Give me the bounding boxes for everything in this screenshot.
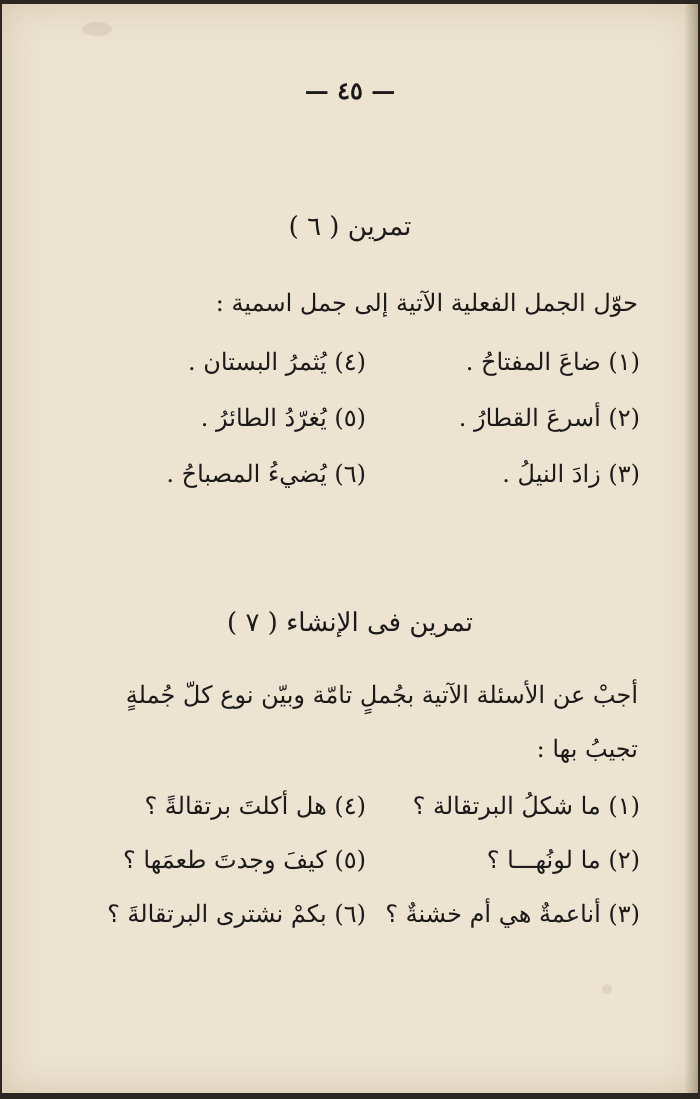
paper-stain xyxy=(82,22,112,36)
exercise-6-item-4: (٤) يُثمرُ البستان . xyxy=(188,348,366,376)
exercise-7-item-4: (٤) هل أكلتَ برتقالةً ؟ xyxy=(144,792,366,820)
paper-stain xyxy=(602,984,612,994)
exercise-6-title: تمرين ( ٦ ) xyxy=(288,212,412,242)
exercise-6-instruction: حوّل الجمل الفعلية الآتية إلى جمل اسمية : xyxy=(215,289,638,317)
exercise-6-item-5: (٥) يُغرّدُ الطائرُ . xyxy=(200,404,366,432)
exercise-6-item-1: (١) ضاعَ المفتاحُ . xyxy=(465,348,640,376)
page-number: — ٤٥ — xyxy=(304,76,396,105)
page-edge-shadow xyxy=(684,4,698,1093)
exercise-7-instruction-line-1: أجبْ عن الأسئلة الآتية بجُملٍ تامّة وبيّن نوع كلّ جُملةٍ xyxy=(125,681,638,709)
exercise-6-item-6: (٦) يُضيءُ المصباحُ . xyxy=(166,460,366,488)
exercise-7-item-3: (٣) أناعمةٌ هي أم خشنةٌ ؟ xyxy=(385,900,640,928)
exercise-7-item-5: (٥) كيفَ وجدتَ طعمَها ؟ xyxy=(123,846,366,874)
exercise-7-item-2: (٢) ما لونُهـــا ؟ xyxy=(486,846,640,874)
exercise-7-title: تمرين فى الإنشاء ( ٧ ) xyxy=(227,608,473,638)
exercise-7-item-1: (١) ما شكلُ البرتقالة ؟ xyxy=(412,792,640,820)
exercise-7-item-6: (٦) بكمْ نشترى البرتقالةَ ؟ xyxy=(107,900,366,928)
exercise-6-item-2: (٢) أسرعَ القطارُ . xyxy=(458,404,640,432)
book-page xyxy=(2,4,698,1093)
exercise-7-instruction-line-2: تجيبُ بها : xyxy=(536,735,638,763)
exercise-6-item-3: (٣) زادَ النيلُ . xyxy=(502,460,640,488)
